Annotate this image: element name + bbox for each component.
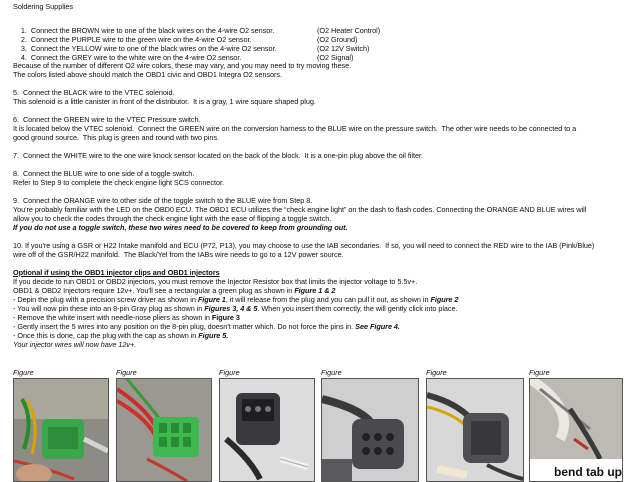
figure-4-photo [321,378,419,482]
step-5-line-2: This solenoid is a little canister in front of the distributor. It is a gray, 1 wire square shaped plug. [13,97,316,106]
figure-3-photo [219,378,315,482]
figure-6-photo [529,378,623,482]
step-6-line-1: 6. Connect the GREEN wire to the VTEC Pressure switch. [13,115,201,124]
o2-note-line-2: The colors listed above should match the OBD1 civic and OBD1 Integra O2 sensors. [13,70,282,79]
step-1: 1. Connect the BROWN wire to one of the black wires on the 4-wire O2 sensor. (O2 Heater Control) [20,26,381,35]
optional-line-7: - Once this is done, cap the plug with the cap as shown in Figure 5. [13,331,229,340]
figure-1-photo [13,378,109,482]
step-3-note: (O2 12V Switch) [317,44,370,53]
step-8-line-1: 8. Connect the BLUE wire to one side of a toggle switch. [13,169,195,178]
step-2-note: (O2 Ground) [317,35,358,44]
step-9-warning: If you do not use a toggle switch, these two wires need to be covered to keep from grounding out. [13,223,348,232]
figure-2-caption: Figure [116,368,137,377]
o2-note-line-1: Because of the number of different O2 wire colors, these may vary, and you may need to try moving these. [13,61,352,70]
optional-line-2: OBD1 & OBD2 Injectors require 12v+. You'll see a rectangular a green plug as shown in Figure 1 & 2 [13,286,336,295]
step-2: 2. Connect the PURPLE wire to the green wire on the 4-wire O2 sensor. (O2 Ground) [20,35,358,44]
figure-4-caption: Figure [321,368,342,377]
figure-5-photo [426,378,524,482]
top-line: Soldering Supplies [13,2,73,11]
optional-line-6: - Gently insert the 5 wires into any position on the 8-pin plug, doesn't matter which. Do not force the pins in. See Figure 4. [13,322,400,331]
step-7-line-1: 7. Connect the WHITE wire to the one wire knock sensor located on the back of the block. It is a one-pin plug above the oil filter. [13,151,423,160]
optional-line-3: - Depin the plug with a precision screw driver as shown in Figure 1, it will release from the plug and you can pull it out, as shown in Figure 2 [13,295,459,304]
figure-3-caption: Figure [219,368,240,377]
step-6-line-3: good ground source. This plug is green and round with two pins. [13,133,219,142]
optional-line-4: - You will now pin these into an 8-pin Gray plug as shown in Figures 3, 4 & 5. When you insert them correctly, the will gently click into place. [13,304,458,313]
step-3: 3. Connect the YELLOW wire to one of the black wires on the 4-wire O2 sensor. (O2 12V Switch) [20,44,370,53]
step-9-line-3: allow you to check the codes through the check engine light with the ease of flipping a toggle switch. [13,214,332,223]
figure-1-caption: Figure [13,368,34,377]
optional-heading: Optional if using the OBD1 injector clips and OBD1 injectors [13,268,220,277]
step-8-line-2: Refer to Step 9 to complete the check engine light SCS connector. [13,178,224,187]
figure-2-photo [116,378,212,482]
step-5-line-1: 5. Connect the BLACK wire to the VTEC solenoid. [13,88,175,97]
step-4: 4. Connect the GREY wire to the white wire on the 4-wire O2 sensor. (O2 Signal) [20,53,354,62]
optional-line-8: Your injector wires will now have 12v+. [13,340,137,349]
step-10-line-1: 10. If you're using a GSR or H22 Intake manifold and ECU (P72, P13), you may choose to use the IAB secondaries. If so, you will need to connect the RED wire to the IAB (Pink/Blue) [13,241,595,250]
step-6-line-2: It is located below the VTEC solenoid. Connect the GREEN wire on the conversion harness to the BLUE wire on the pressure switch. The other wire needs to be connected to a [13,124,577,133]
optional-line-5: - Remove the white insert with needle-nose pliers as shown in Figure 3 [13,313,240,322]
step-1-note: (O2 Heater Control) [317,26,381,35]
step-4-note: (O2 Signal) [317,53,354,62]
optional-line-1: If you decide to run OBD1 or OBD2 injectors, you must remove the Injector Resistor box that limits the injector voltage to 5.5v+. [13,277,418,286]
step-10-line-2: wire off of the GSR/H22 manifold. The Black/Yel from the IABs wire needs to go to a 12V power source. [13,250,344,259]
step-9-line-1: 9. Connect the ORANGE wire to other side of the toggle switch to the BLUE wire from Step 8. [13,196,313,205]
step-9-line-2: You're probably familiar with the LED on the OBD0 ECU. The OBD1 ECU utilizes the “check engine light” on the dash to flash codes. Connecting the ORANGE AND BLUE wires will [13,205,587,214]
figure-6-caption: Figure [529,368,550,377]
figure-6-overlay-text: bend tab up [554,465,622,479]
figure-5-caption: Figure [426,368,447,377]
